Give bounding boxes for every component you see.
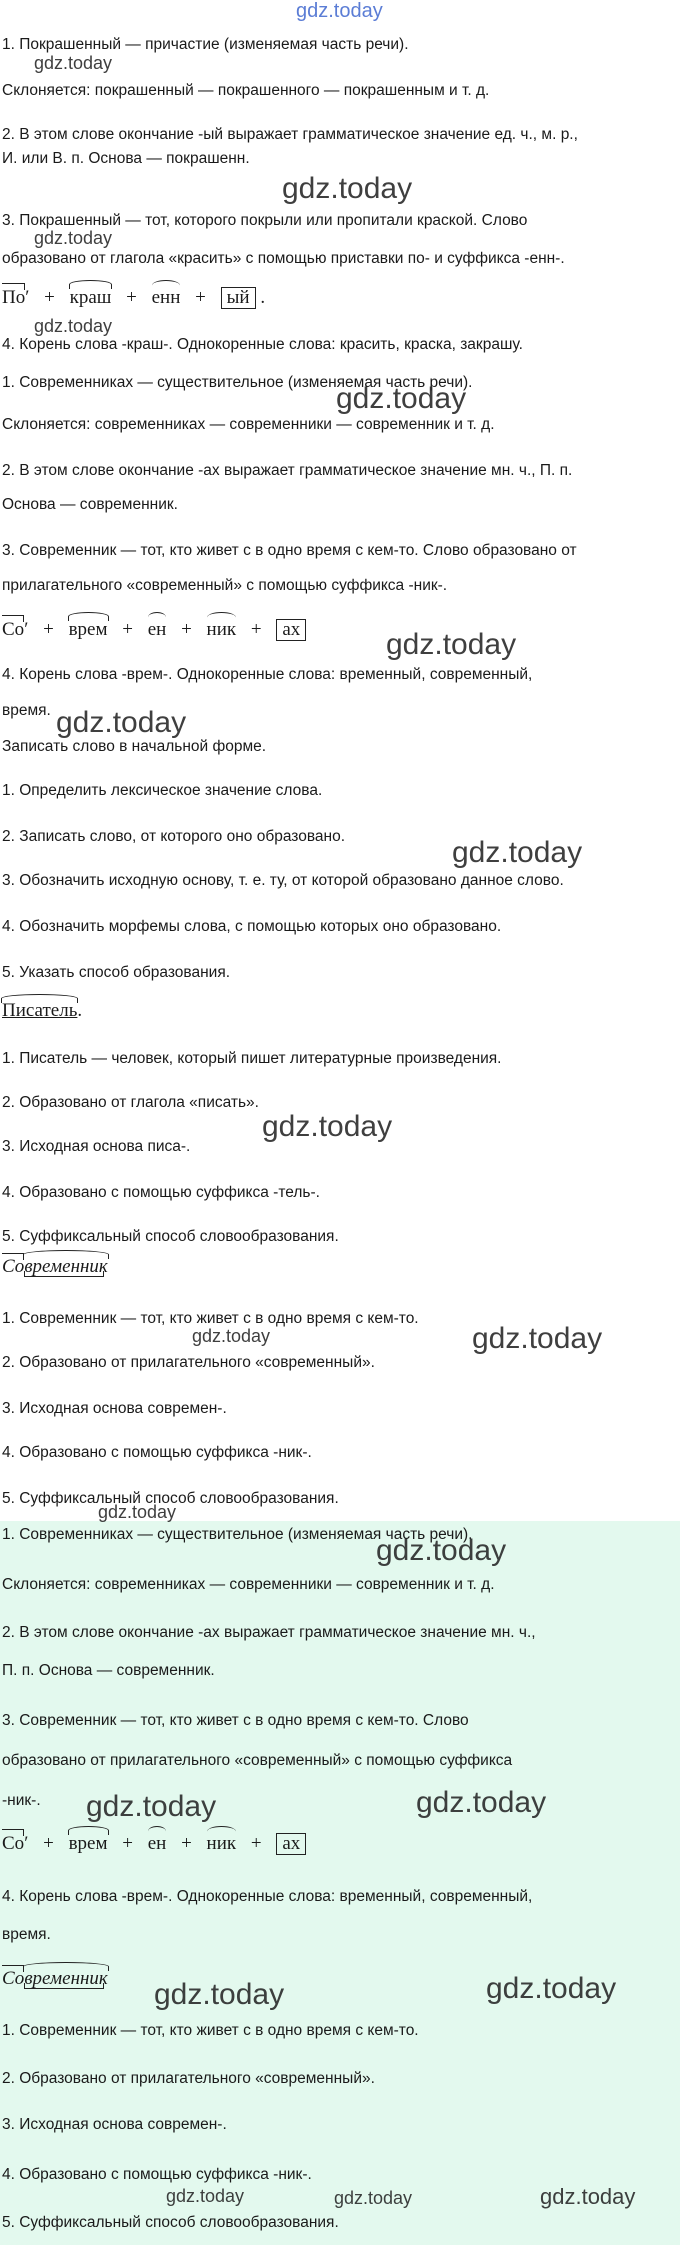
text-line: 1. Современник — тот, кто живет с в одно время с кем-то. — [2, 2022, 419, 2039]
morpheme-suffix: ник — [206, 1833, 237, 1854]
text-line: 1. Современниках — существительное (изменяемая часть речи). — [2, 374, 473, 391]
text-line: 4. Обозначить морфемы слова, с помощью которых оно образовано. — [2, 918, 502, 935]
word-prefix: Со — [2, 1256, 25, 1277]
watermark: gdz.today — [386, 628, 517, 661]
word-rest: временник — [24, 1256, 108, 1277]
watermark: gdz.today — [472, 1322, 603, 1355]
morpheme-prefix: По — [2, 287, 26, 308]
text-line: Основа — современник. — [2, 496, 178, 513]
text-line: 4. Корень слова -врем-. Однокоренные слова: временный, современный, — [2, 666, 533, 683]
watermark: gdz.today — [376, 1534, 507, 1567]
watermark: gdz.today — [192, 1326, 271, 1346]
watermark: gdz.today — [56, 706, 187, 739]
watermark: gdz.today — [262, 1110, 393, 1143]
text-line: 2. Записать слово, от которого оно образовано. — [2, 828, 345, 845]
text-line: 3. Обозначить исходную основу, т. е. ту, от которой образовано данное слово. — [2, 872, 564, 889]
text-line: 4. Корень слова -краш-. Однокоренные слова: красить, краска, закрашу. — [2, 336, 523, 353]
morpheme-breakdown: Со′ + врем + ен + ник + ах — [2, 1832, 306, 1856]
text-line: 2. Образовано от прилагательного «современный». — [2, 1354, 375, 1371]
text-line: Склоняется: современниках — современники — современник и т. д. — [2, 1576, 495, 1593]
morpheme-prefix: Со — [2, 619, 25, 640]
text-line: 5. Суффиксальный способ словообразования. — [2, 2214, 339, 2231]
text-line: 1. Современниках — существительное (изменяемая часть речи). — [2, 1526, 473, 1543]
watermark: gdz.today — [336, 382, 467, 415]
morpheme-suffix: ен — [147, 619, 167, 640]
text-line: 3. Современник — тот, кто живет с в одно время с кем-то. Слово — [2, 1712, 469, 1729]
text-line: Склоняется: покрашенный — покрашенного — покрашенным и т. д. — [2, 82, 490, 99]
text-line: 3. Покрашенный — тот, которого покрыли или пропитали краской. Слово — [2, 212, 528, 229]
text-line: 2. Образовано от прилагательного «современный». — [2, 2070, 375, 2087]
morpheme-ending: ый — [221, 287, 256, 309]
analyzed-word-text: Писатель — [2, 1000, 78, 1021]
watermark: gdz.today — [34, 316, 113, 336]
text-line: 1. Покрашенный — причастие (изменяемая часть речи). — [2, 36, 409, 53]
text-line: 2. В этом слове окончание -ах выражает грамматическое значение мн. ч., — [2, 1624, 536, 1641]
text-line: 3. Современник — тот, кто живет с в одно время с кем-то. Слово образовано от — [2, 542, 577, 559]
word-prefix: Со — [2, 1968, 25, 1989]
text-line: 1. Писатель — человек, который пишет литературные произведения. — [2, 1050, 502, 1067]
text-line: 4. Образовано с помощью суффикса -ник-. — [2, 2166, 312, 2183]
text-line: 5. Суффиксальный способ словообразования. — [2, 1228, 339, 1245]
morpheme-suffix: ник — [206, 619, 237, 640]
text-line: 5. Суффиксальный способ словообразования. — [2, 1490, 339, 1507]
word-rest: временник — [24, 1968, 108, 1989]
watermark: gdz.today — [452, 836, 583, 869]
text-line: И. или В. п. Основа — покрашенн. — [2, 150, 250, 167]
text-line: -ник-. — [2, 1792, 41, 1809]
morpheme-root: краш — [69, 287, 112, 308]
analyzed-word: Писатель. — [2, 1000, 83, 1021]
text-line: 3. Исходная основа современ-. — [2, 1400, 227, 1417]
morpheme-ending: ах — [276, 619, 306, 641]
analyzed-word — [2, 1968, 108, 1990]
watermark: gdz.today — [86, 1790, 217, 1823]
text-line: 2. В этом слове окончание -ах выражает грамматическое значение мн. ч., П. п. — [2, 462, 573, 479]
watermark: gdz.today — [34, 53, 113, 73]
watermark: gdz.today — [34, 228, 113, 248]
text-line: образовано от прилагательного «современный» с помощью суффикса — [2, 1752, 513, 1769]
morpheme-ending: ах — [276, 1833, 306, 1855]
text-line: 3. Исходная основа писа-. — [2, 1138, 191, 1155]
text-line: 4. Образовано с помощью суффикса -тель-. — [2, 1184, 320, 1201]
text-line: 1. Определить лексическое значение слова. — [2, 782, 323, 799]
morpheme-suffix: ен — [147, 1833, 167, 1854]
morpheme-prefix: Со — [2, 1833, 25, 1854]
morpheme-root: врем — [68, 619, 108, 640]
text-line: 5. Указать способ образования. — [2, 964, 231, 981]
text-line: время. — [2, 1926, 51, 1943]
morpheme-suffix: енн — [151, 287, 181, 308]
text-line: 4. Образовано с помощью суффикса -ник-. — [2, 1444, 312, 1461]
watermark: gdz.today — [154, 1978, 285, 2011]
text-line: образовано от глагола «красить» с помощью приставки по- и суффикса -енн-. — [2, 250, 565, 267]
text-line: Склоняется: современниках — современники — современник и т. д. — [2, 416, 495, 433]
watermark: gdz.today — [334, 2188, 413, 2208]
analyzed-word — [2, 1256, 108, 1278]
watermark: gdz.today — [540, 2184, 636, 2209]
morpheme-breakdown: Со′ + врем + ен + ник + ах — [2, 618, 306, 642]
watermark-top: gdz.today — [296, 0, 383, 22]
watermark: gdz.today — [282, 172, 413, 205]
text-line: время. — [2, 702, 51, 719]
text-line: 2. В этом слове окончание -ый выражает грамматическое значение ед. ч., м. р., — [2, 126, 578, 143]
morpheme-breakdown: По′ + краш + енн + ый . — [2, 287, 266, 308]
text-line: Записать слово в начальной форме. — [2, 738, 267, 755]
text-line: прилагательного «современный» с помощью суффикса -ник-. — [2, 577, 448, 594]
text-line: 4. Корень слова -врем-. Однокоренные слова: временный, современный, — [2, 1888, 533, 1905]
watermark: gdz.today — [166, 2186, 245, 2206]
watermark: gdz.today — [98, 1502, 177, 1522]
watermark: gdz.today — [416, 1786, 547, 1819]
text-line: П. п. Основа — современник. — [2, 1662, 215, 1679]
text-line: 3. Исходная основа современ-. — [2, 2116, 227, 2133]
text-line: 2. Образовано от глагола «писать». — [2, 1094, 259, 1111]
morpheme-root: врем — [68, 1833, 108, 1854]
watermark: gdz.today — [486, 1972, 617, 2005]
text-line: 1. Современник — тот, кто живет с в одно время с кем-то. — [2, 1310, 419, 1327]
